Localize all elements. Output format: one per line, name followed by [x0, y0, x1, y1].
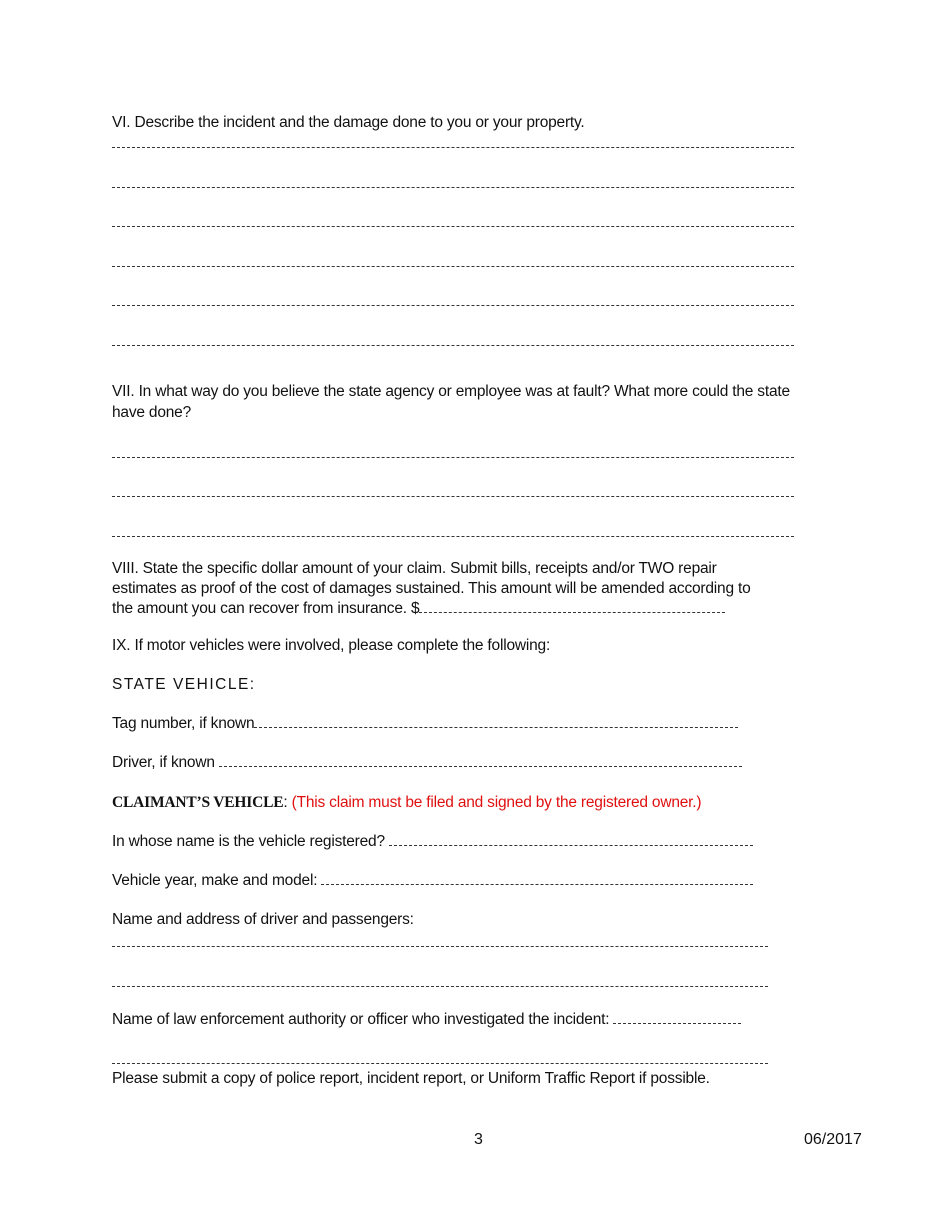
- registered-name-field[interactable]: [389, 833, 753, 846]
- incident-description-line-1[interactable]: [112, 147, 794, 148]
- tag-number-field[interactable]: [254, 715, 738, 728]
- incident-description-line-5[interactable]: [112, 305, 794, 306]
- driver-passengers-label: Name and address of driver and passengers:: [112, 911, 414, 928]
- registered-owner-note: (This claim must be filed and signed by the registered owner.): [291, 794, 702, 811]
- claimant-vehicle-colon: :: [283, 794, 292, 811]
- state-driver-row: [112, 754, 742, 772]
- driver-passengers-line-2[interactable]: [112, 986, 768, 987]
- page-number: 3: [474, 1131, 483, 1148]
- section-viii-line-1: VIII. State the specific dollar amount of your claim. Submit bills, receipts and/or TWO repair: [112, 560, 717, 577]
- incident-description-line-2[interactable]: [112, 187, 794, 188]
- police-report-note: Please submit a copy of police report, incident report, or Uniform Traffic Report if possible.: [112, 1070, 710, 1087]
- incident-description-line-6[interactable]: [112, 345, 794, 346]
- fault-description-line-2[interactable]: [112, 496, 794, 497]
- incident-description-line-3[interactable]: [112, 226, 794, 227]
- claim-amount-label: the amount you can recover from insurance. $: [112, 600, 420, 617]
- section-ix-heading: IX. If motor vehicles were involved, please complete the following:: [112, 637, 551, 654]
- tag-number-row: [112, 715, 738, 733]
- state-driver-label: Driver, if known: [112, 754, 219, 771]
- section-viii-line-3: [112, 600, 725, 618]
- vehicle-year-make-field[interactable]: [321, 872, 753, 885]
- claimant-vehicle-heading: CLAIMANT’S VEHICLE: [112, 794, 284, 811]
- claim-amount-field[interactable]: [419, 600, 725, 613]
- vehicle-year-make-row: [112, 872, 753, 890]
- tag-number-label: Tag number, if known: [112, 715, 255, 732]
- claimant-vehicle-heading-row: [112, 794, 701, 812]
- state-driver-field[interactable]: [219, 754, 742, 767]
- section-viii-line-2: estimates as proof of the cost of damages sustained. This amount will be amended according to: [112, 580, 751, 597]
- registered-name-row: [112, 833, 753, 851]
- registered-name-label: In whose name is the vehicle registered?: [112, 833, 389, 850]
- law-enforcement-row: [112, 1011, 741, 1029]
- fault-description-line-1[interactable]: [112, 457, 794, 458]
- law-enforcement-label: Name of law enforcement authority or officer who investigated the incident:: [112, 1011, 614, 1028]
- law-enforcement-line-2[interactable]: [112, 1063, 768, 1064]
- form-revision-date: 06/2017: [804, 1131, 862, 1148]
- driver-passengers-line-1[interactable]: [112, 946, 768, 947]
- section-vii-heading-line-2: have done?: [112, 404, 192, 421]
- section-vii-heading-line-1: VII. In what way do you believe the state agency or employee was at fault? What more could the state: [112, 383, 790, 400]
- vehicle-year-make-label: Vehicle year, make and model:: [112, 872, 322, 889]
- section-vi-heading: VI. Describe the incident and the damage done to you or your property.: [112, 114, 585, 131]
- fault-description-line-3[interactable]: [112, 536, 794, 537]
- state-vehicle-heading: STATE VEHICLE:: [112, 676, 256, 693]
- law-enforcement-field[interactable]: [613, 1011, 741, 1024]
- incident-description-line-4[interactable]: [112, 266, 794, 267]
